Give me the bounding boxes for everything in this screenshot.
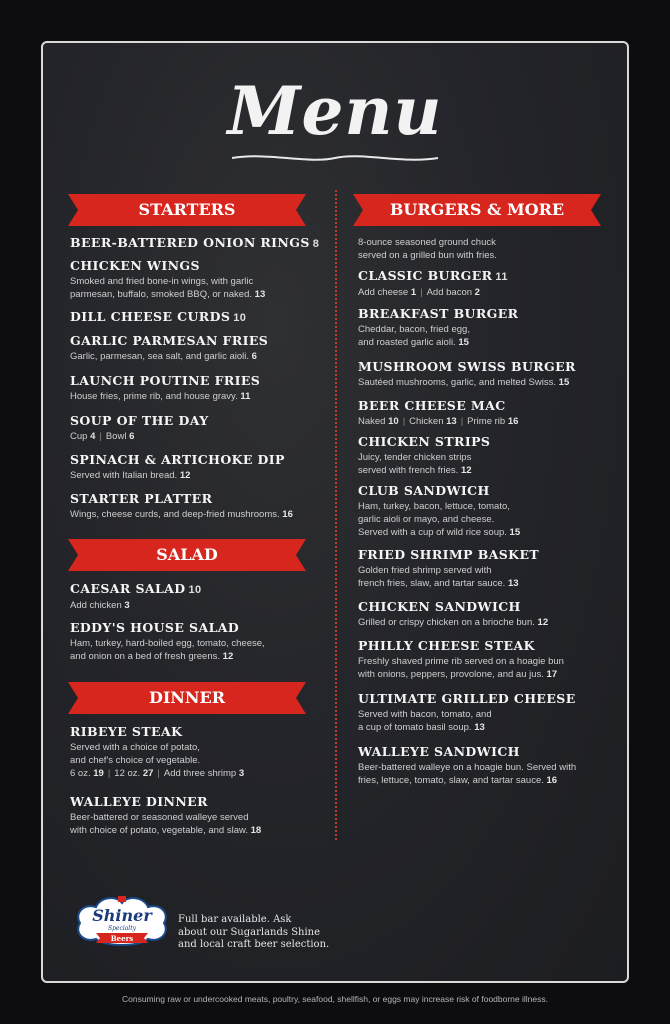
item-name: CLASSIC BURGER xyxy=(358,268,493,283)
item-name: CHICKEN STRIPS xyxy=(358,434,491,449)
item-desc: with choice of potato, vegetable, and slaw. xyxy=(70,825,248,836)
banner-dinner xyxy=(68,682,306,714)
option-price: 16 xyxy=(507,416,519,427)
item-desc: and roasted garlic aioli. xyxy=(358,337,456,348)
item-desc: Cheddar, bacon, fried egg, xyxy=(358,324,470,335)
banner-burgers xyxy=(353,194,601,226)
menu-item xyxy=(70,491,293,521)
item-desc: and onion on a bed of fresh greens. xyxy=(70,651,221,662)
menu-title: Menu xyxy=(227,72,443,150)
item-desc: Served with a cup of wild rice soup. xyxy=(358,527,507,538)
item-desc: parmesan, buffalo, smoked BBQ, or naked. xyxy=(70,289,253,300)
option-price: 19 xyxy=(93,768,104,779)
item-name: CAESAR SALAD xyxy=(70,581,186,596)
menu-item xyxy=(70,620,265,663)
banner-starters-label: STARTERS xyxy=(138,200,236,219)
bar-note-line: and local craft beer selection. xyxy=(178,939,330,950)
column-divider xyxy=(335,190,337,840)
item-name: MUSHROOM SWISS BURGER xyxy=(358,359,576,374)
item-name: STARTER PLATTER xyxy=(70,491,213,506)
item-price: 13 xyxy=(254,289,266,300)
menu-item xyxy=(70,373,260,403)
item-name: CHICKEN SANDWICH xyxy=(358,599,521,614)
item-price: 11 xyxy=(240,391,251,402)
option-label: Bowl xyxy=(105,431,127,442)
option-price: 10 xyxy=(388,416,399,427)
option-label: 12 oz. xyxy=(114,768,141,779)
menu-item: CLASSIC BURGER 11 Add cheese 1 | Add bacon 2 xyxy=(358,268,508,298)
menu-item: BEER CHEESE MAC Naked 10 | Chicken 13 | Prime rib 16 xyxy=(358,398,519,427)
burgers-intro xyxy=(358,235,497,262)
item-desc: french fries, slaw, and tartar sauce. xyxy=(358,578,506,589)
menu-item xyxy=(358,483,520,539)
menu-item xyxy=(358,547,539,590)
option-label: Add cheese xyxy=(358,287,409,298)
item-name: SPINACH & ARTICHOKE DIP xyxy=(70,452,285,467)
option-price: 6 xyxy=(129,431,135,442)
option-label: 6 oz. xyxy=(70,768,91,779)
option-label: Chicken xyxy=(409,416,444,427)
option-price: 2 xyxy=(474,287,480,298)
title-flourish-icon xyxy=(228,150,442,166)
option-label: Add three shrimp xyxy=(163,768,237,779)
footer-disclaimer: Consuming raw or undercooked meats, poultry, seafood, shellfish, or eggs may increase risk of foodborne illness. xyxy=(121,994,548,1004)
item-desc: Served with bacon, tomato, and xyxy=(358,709,492,720)
bar-note-line: Full bar available. Ask xyxy=(178,914,292,925)
logo-sub: Specialty xyxy=(107,925,137,932)
option-label: Add bacon xyxy=(426,287,473,298)
option-label: Cup xyxy=(70,431,88,442)
item-name: BEER-BATTERED ONION RINGS xyxy=(70,235,310,250)
item-name: WALLEYE DINNER xyxy=(70,794,208,809)
item-name: CLUB SANDWICH xyxy=(358,483,490,498)
item-name: RIBEYE STEAK xyxy=(70,724,183,739)
item-desc: Grilled or crispy chicken on a brioche bun. xyxy=(358,617,535,628)
item-desc: Wings, cheese curds, and deep-fried mushrooms. xyxy=(70,509,280,520)
item-price: 16 xyxy=(282,509,293,520)
logo-brand: Shiner xyxy=(92,906,152,925)
option-price: 13 xyxy=(446,416,457,427)
option-price: 27 xyxy=(142,768,154,779)
item-desc: fries, lettuce, tomato, slaw, and tartar sauce. xyxy=(358,775,544,786)
menu-item xyxy=(70,333,268,363)
item-desc: Served with Italian bread. xyxy=(70,470,178,481)
item-desc: House fries, prime rib, and house gravy. xyxy=(70,391,238,402)
item-desc: Ham, turkey, hard-boiled egg, tomato, cheese, xyxy=(70,638,265,649)
menu-item xyxy=(70,258,265,301)
item-price: 8 xyxy=(312,238,320,250)
intro-text: 8-ounce seasoned ground chuck xyxy=(358,237,496,248)
menu-item xyxy=(358,638,564,681)
item-price: 6 xyxy=(251,351,257,362)
option-label: Prime rib xyxy=(467,416,506,427)
menu-item xyxy=(358,434,490,477)
option-price: 4 xyxy=(90,431,96,442)
item-desc: a cup of tomato basil soup. xyxy=(358,722,472,733)
menu-item: SOUP OF THE DAY Cup 4 | Bowl 6 xyxy=(70,413,209,442)
bar-note-line: about our Sugarlands Shine xyxy=(178,926,321,938)
menu-item xyxy=(358,691,576,734)
item-price: 12 xyxy=(537,617,549,628)
item-price: 18 xyxy=(250,825,262,836)
menu-item xyxy=(70,794,261,837)
menu-item xyxy=(70,235,319,252)
item-price: 15 xyxy=(458,337,469,348)
item-name: BREAKFAST BURGER xyxy=(358,306,519,321)
banner-starters xyxy=(68,194,306,226)
item-price: 10 xyxy=(188,584,202,596)
item-desc: Freshly shaved prime rib served on a hoagie bun xyxy=(358,656,564,667)
menu-item xyxy=(358,359,576,389)
item-price: 12 xyxy=(222,651,234,662)
logo-beers: Beers xyxy=(110,934,134,943)
item-desc: Garlic, parmesan, sea salt, and garlic aioli. xyxy=(70,351,249,362)
item-price: 11 xyxy=(495,271,508,283)
item-price: 3 xyxy=(124,600,130,611)
item-name: BEER CHEESE MAC xyxy=(358,398,506,413)
item-desc: Smoked and fried bone-in wings, with garlic xyxy=(70,276,254,287)
item-name: PHILLY CHEESE STEAK xyxy=(358,638,535,653)
item-price: 12 xyxy=(179,470,191,481)
item-price: 10 xyxy=(233,312,247,324)
item-price: 15 xyxy=(509,527,521,538)
item-desc: and chef's choice of vegetable. xyxy=(70,755,201,766)
item-desc: garlic aioli or mayo, and cheese. xyxy=(358,514,495,525)
banner-dinner-label: DINNER xyxy=(148,688,226,707)
item-desc: Juicy, tender chicken strips xyxy=(358,452,472,463)
item-desc: Beer-battered walleye on a hoagie bun. Served with xyxy=(358,762,577,773)
item-price: 15 xyxy=(558,377,570,388)
banner-salad-label: SALAD xyxy=(156,545,218,564)
item-price: 16 xyxy=(546,775,558,786)
option-label: Naked xyxy=(358,416,386,427)
bar-note xyxy=(178,914,353,952)
item-name: ULTIMATE GRILLED CHEESE xyxy=(358,691,576,706)
item-name: WALLEYE SANDWICH xyxy=(358,744,520,759)
menu-item xyxy=(70,452,285,482)
item-desc: served with french fries. xyxy=(358,465,459,476)
option-price: 1 xyxy=(410,287,417,298)
banner-salad xyxy=(68,539,306,571)
item-price: 17 xyxy=(546,669,558,680)
menu-item xyxy=(70,581,202,612)
item-name: SOUP OF THE DAY xyxy=(70,413,209,428)
item-price: 12 xyxy=(460,465,472,476)
option-price: 3 xyxy=(238,768,245,779)
shiner-beers-logo xyxy=(70,893,174,949)
item-price: 13 xyxy=(474,722,485,733)
item-desc: Golden fried shrimp served with xyxy=(358,565,492,576)
menu-item xyxy=(358,306,518,349)
item-desc: Beer-battered or seasoned walleye served xyxy=(70,812,249,823)
menu-item xyxy=(358,599,548,629)
menu-item xyxy=(70,309,246,326)
item-name: EDDY'S HOUSE SALAD xyxy=(70,620,240,635)
item-name: DILL CHEESE CURDS xyxy=(70,309,231,324)
item-desc: Sautéed mushrooms, garlic, and melted Swiss. xyxy=(358,377,557,388)
item-name: GARLIC PARMESAN FRIES xyxy=(70,333,269,348)
intro-text: served on a grilled bun with fries. xyxy=(358,250,497,261)
item-price: 13 xyxy=(507,578,519,589)
item-name: CHICKEN WINGS xyxy=(70,258,200,273)
item-desc: Served with a choice of potato, xyxy=(70,742,200,753)
item-desc: Ham, turkey, bacon, lettuce, tomato, xyxy=(358,501,510,512)
item-desc: with onions, peppers, provolone, and au jus. xyxy=(358,669,544,680)
menu-item: RIBEYE STEAK Served with a choice of potato, and chef's choice of vegetable. 6 oz. 19 | 12 oz. 27 | Add three shrimp 3 xyxy=(70,724,245,779)
item-name: FRIED SHRIMP BASKET xyxy=(358,547,540,562)
item-desc: Add chicken xyxy=(70,600,122,611)
banner-burgers-label: BURGERS & MORE xyxy=(389,200,565,219)
item-name: LAUNCH POUTINE FRIES xyxy=(70,373,261,388)
menu-item xyxy=(358,744,576,787)
